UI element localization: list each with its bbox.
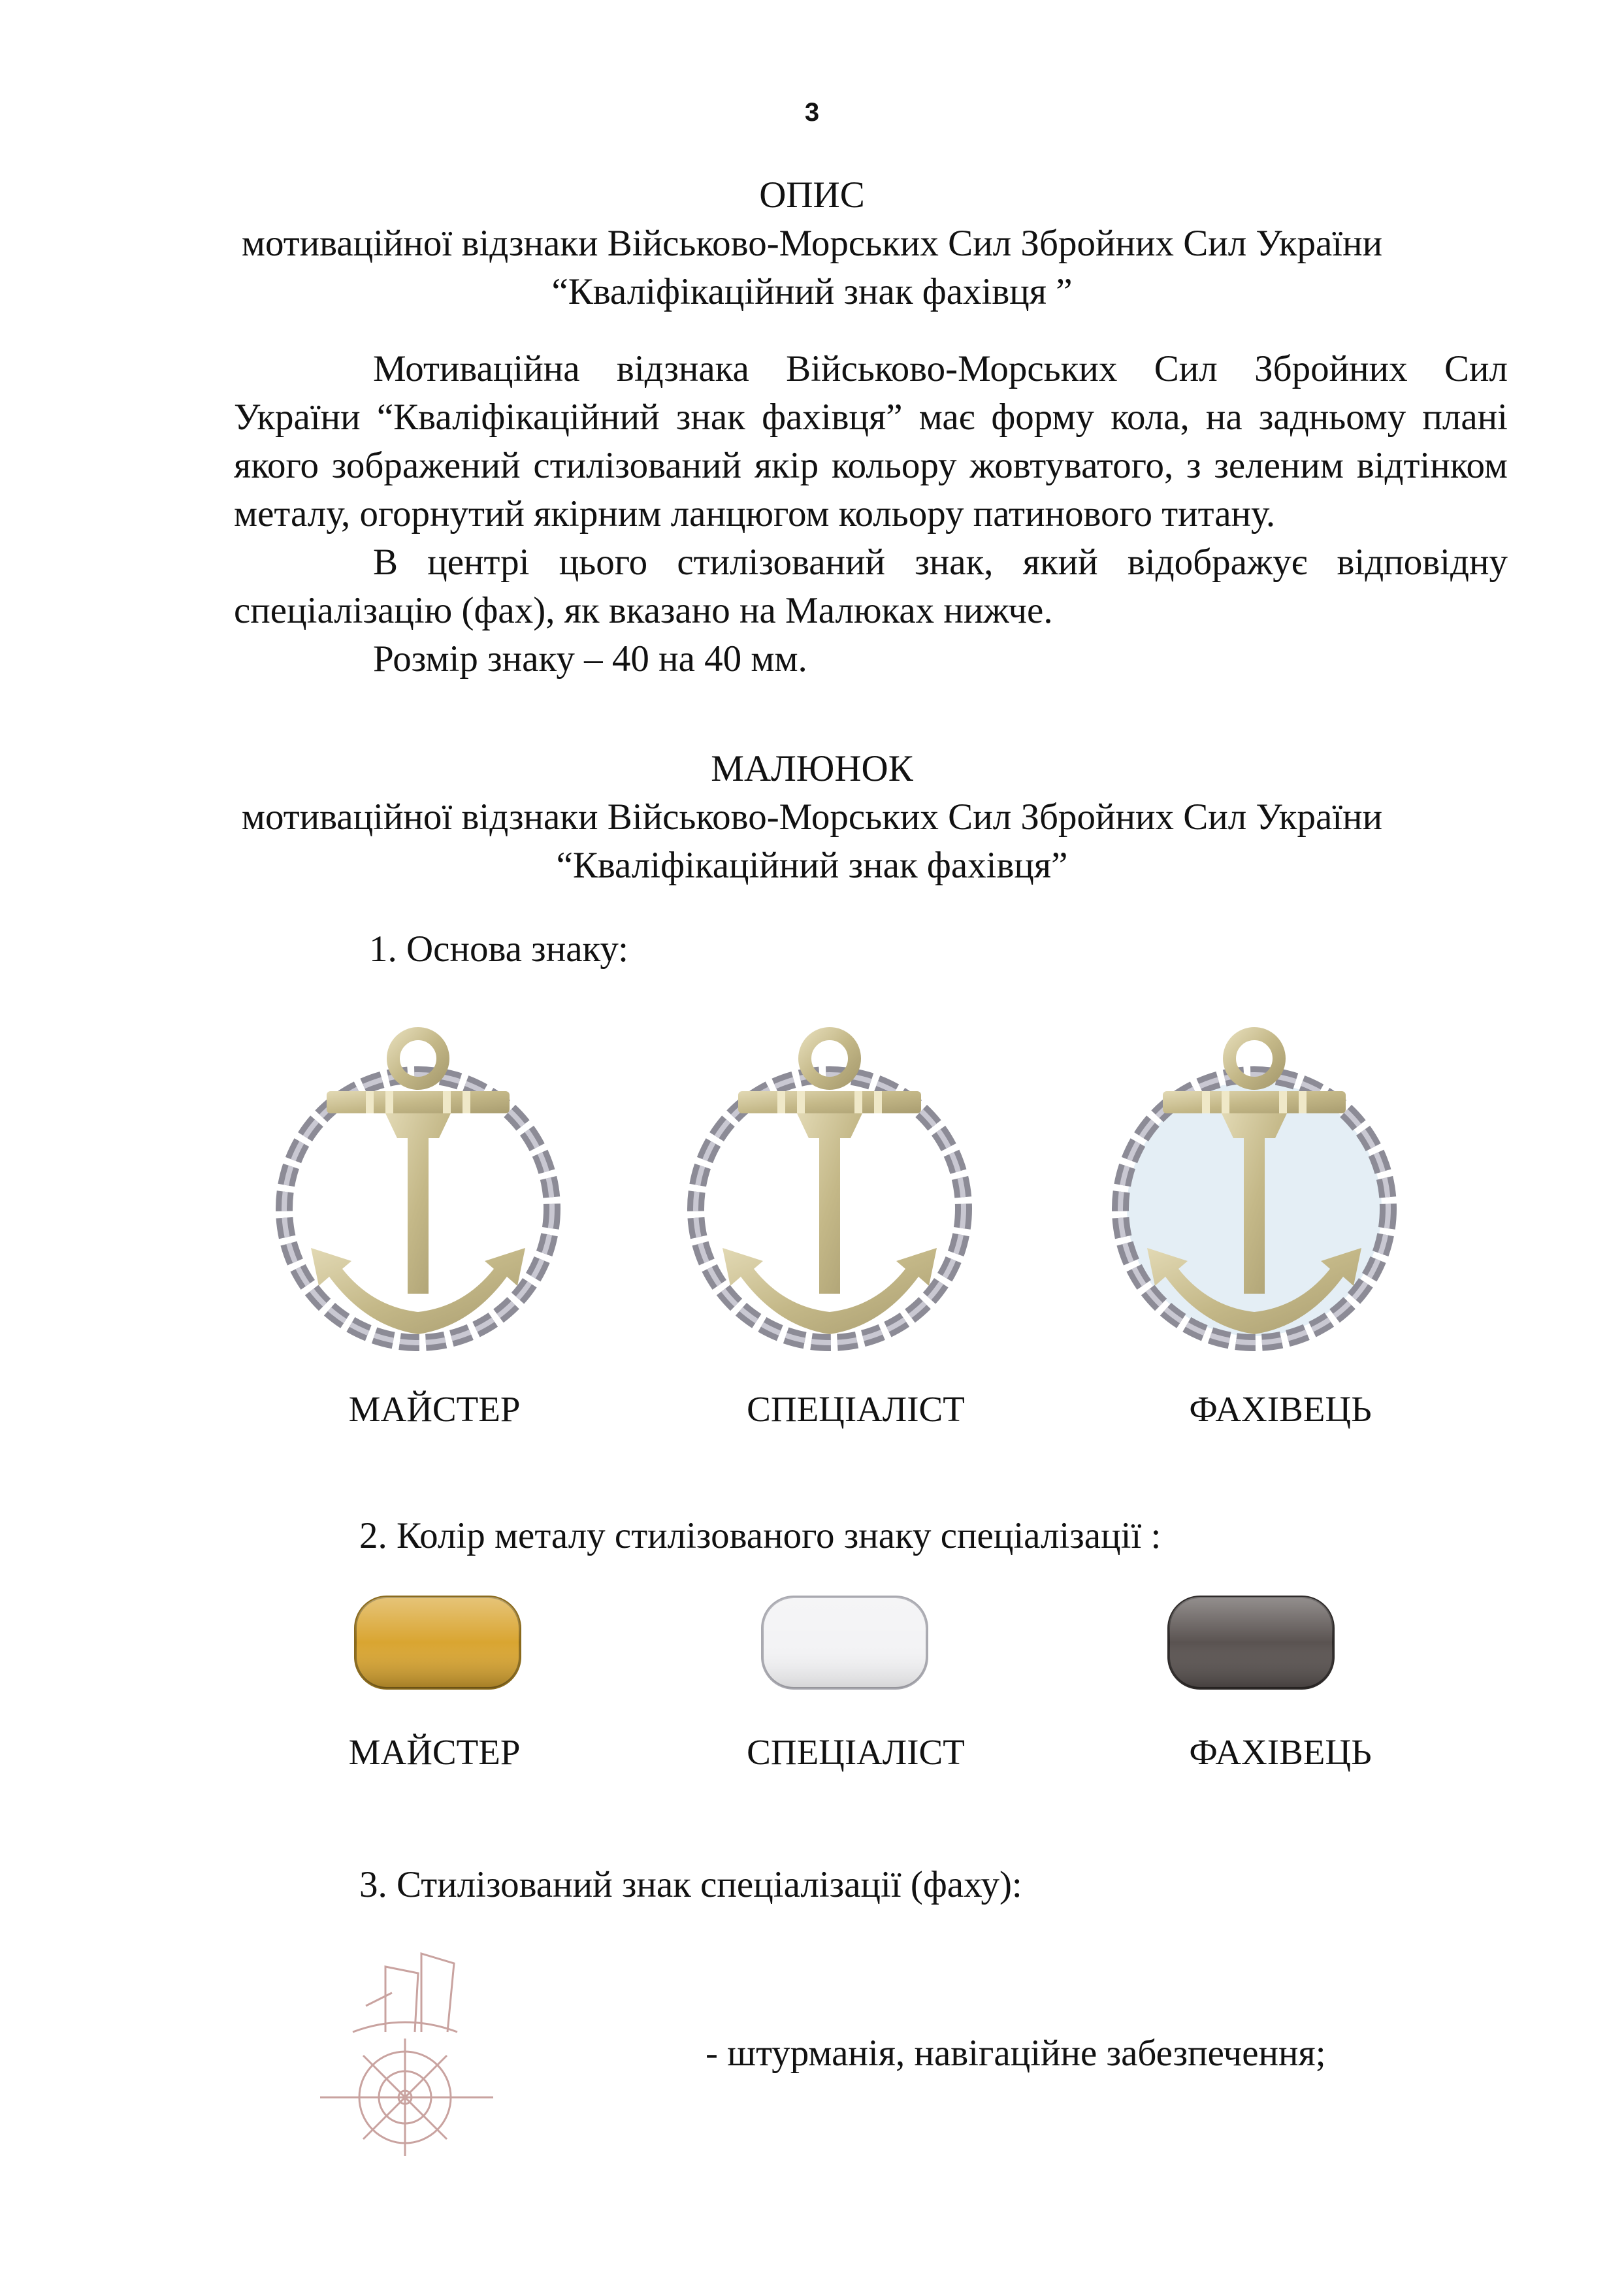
section3-title: 3. Стилізований знак спеціалізації (фаху): <box>359 1864 1022 1905</box>
swatch-caption-expert: ФАХІВЕЦЬ <box>1189 1732 1372 1772</box>
description-paragraph-1-line-3: якого зображений стилізований якір кольору жовтуватого, з зеленим відтінком <box>234 445 1508 486</box>
section1-title: 1. Основа знаку: <box>369 928 628 970</box>
badge-caption-expert: ФАХІВЕЦЬ <box>1189 1389 1372 1429</box>
badge-caption-master: МАЙСТЕР <box>348 1389 521 1429</box>
description-paragraph-1-line-1: Мотиваційна відзнака Військово-Морських Сил Збройних Сил <box>373 348 1508 389</box>
drawing-subtitle-2: “Кваліфікаційний знак фахівця” <box>556 845 1068 886</box>
drawing-subtitle-1: мотиваційної відзнаки Військово-Морських Сил Збройних Сил України <box>241 796 1383 838</box>
description-heading: ОПИС <box>759 174 865 216</box>
size-line: Розмір знаку – 40 на 40 мм. <box>373 638 807 680</box>
page-number: 3 <box>804 98 820 127</box>
section2-title: 2. Колір металу стилізованого знаку спеціалізації : <box>359 1515 1161 1556</box>
ship-wheel-icon <box>307 1934 503 2156</box>
badge-specialist <box>686 1000 973 1369</box>
swatch-master <box>353 1594 523 1694</box>
badge-expert <box>1111 1000 1398 1369</box>
swatch-expert <box>1166 1594 1336 1694</box>
list-item <box>307 1934 503 2159</box>
swatch-specialist <box>760 1594 930 1694</box>
anchor-badge-icon <box>274 1000 562 1366</box>
drawing-heading: МАЛЮНОК <box>711 748 913 789</box>
specialization-text: - штурманія, навігаційне забезпечення; <box>706 2033 1326 2074</box>
swatch-caption-specialist: СПЕЦІАЛІСТ <box>747 1732 965 1772</box>
badge-caption-specialist: СПЕЦІАЛІСТ <box>747 1389 965 1429</box>
badge-master <box>274 1000 562 1369</box>
description-paragraph-1-line-2: України “Кваліфікаційний знак фахівця” має форму кола, на задньому плані <box>234 397 1508 438</box>
anchor-badge-icon <box>1111 1000 1398 1366</box>
description-paragraph-2-line-2: спеціалізацію (фах), як вказано на Малюках нижче. <box>234 590 1053 631</box>
swatch-caption-master: МАЙСТЕР <box>348 1732 521 1772</box>
description-paragraph-2-line-1: В центрі цього стилізований знак, який відображує відповідну <box>373 542 1508 583</box>
description-subtitle-1: мотиваційної відзнаки Військово-Морських Сил Збройних Сил України <box>241 223 1383 264</box>
description-paragraph-1-line-4: металу, огорнутий якірним ланцюгом кольору патинового титану. <box>234 493 1276 534</box>
description-subtitle-2: “Кваліфікаційний знак фахівця ” <box>551 271 1073 312</box>
anchor-badge-icon <box>686 1000 973 1366</box>
